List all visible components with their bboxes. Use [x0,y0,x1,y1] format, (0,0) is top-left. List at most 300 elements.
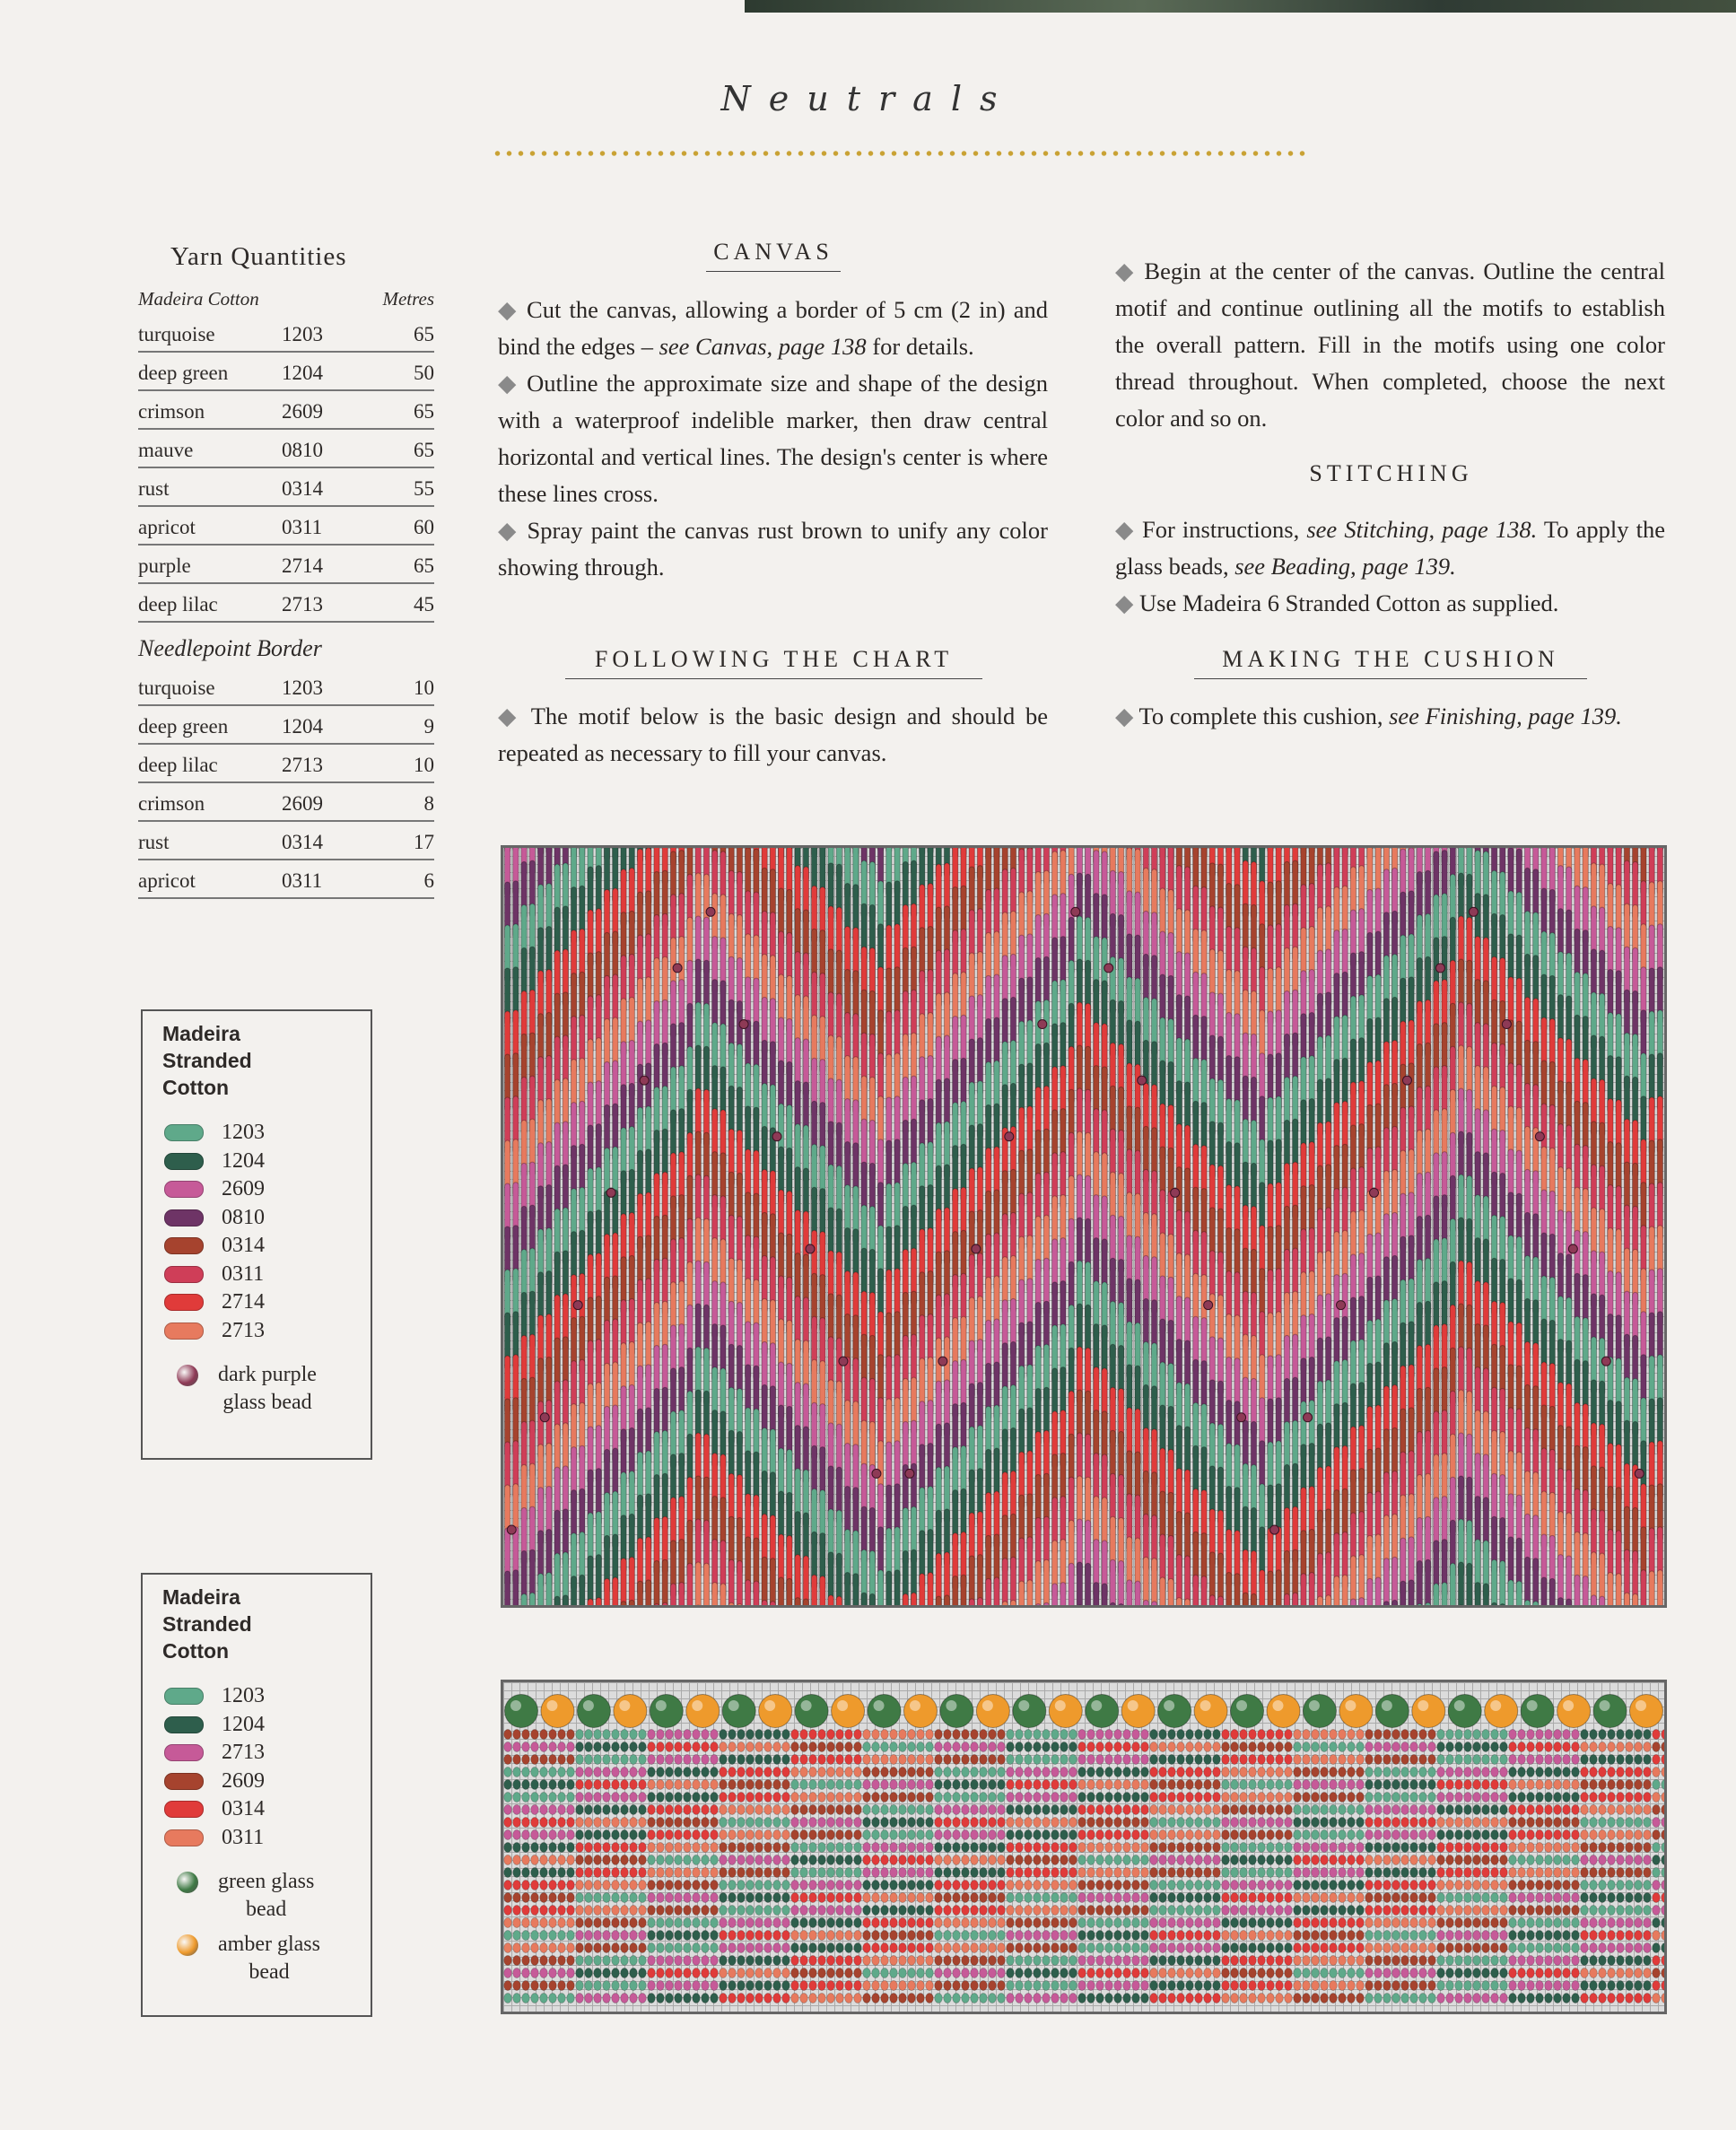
border-stitch [1482,1768,1490,1777]
border-stitch [1321,1730,1329,1740]
border-stitch [1563,1818,1571,1828]
border-stitch [1653,1780,1661,1790]
stitch [1400,1581,1406,1605]
stitch [1342,1575,1348,1605]
stitch [779,1577,784,1605]
border-stitch [1482,1780,1490,1790]
border-stitch [1518,1780,1526,1790]
border-stitch [1096,1843,1104,1853]
heading-making-cushion: MAKING THE CUSHION [1194,646,1587,679]
border-stitch [1141,1730,1149,1740]
border-stitch [639,1843,647,1853]
border-stitch [567,1818,575,1828]
border-stitch [1034,1843,1042,1853]
border-stitch [800,1843,808,1853]
border-stitch [1051,1818,1060,1828]
border-stitch [1348,1780,1356,1790]
border-stitch [1357,1818,1365,1828]
border-stitch [800,1742,808,1752]
border-stitch [791,1742,799,1752]
border-stitch [1518,1742,1526,1752]
stitch [1102,1584,1107,1605]
yarn-row [138,353,434,391]
border-stitch [782,1742,790,1752]
border-stitch [648,1730,656,1740]
border-stitch [1159,1742,1167,1752]
border-stitch [585,1818,593,1828]
border-stitch [1554,1830,1562,1840]
border-stitch [1572,1730,1580,1740]
border-stitch [962,1768,970,1777]
border-stitch [657,1843,665,1853]
border-stitch [1419,1830,1427,1840]
border-stitch [1608,1768,1616,1777]
glass-bead [806,1244,815,1253]
border-stitch [1096,1730,1104,1740]
border-stitch [1069,1730,1077,1740]
stitch [1151,1602,1156,1605]
border-stitch [648,1818,656,1828]
border-stitch [1114,1805,1122,1815]
stitch [1135,1581,1140,1605]
border-stitch [1383,1793,1391,1803]
border-stitch [585,1843,593,1853]
border-stitch [1482,1793,1490,1803]
border-stitch [648,1843,656,1853]
border-stitch [1473,1830,1481,1840]
border-stitch [773,1742,781,1752]
border-stitch [693,1780,701,1790]
legend-item [164,1317,371,1346]
border-stitch [1132,1818,1140,1828]
border-stitch [1455,1830,1463,1840]
border-stitch [666,1755,674,1765]
border-stitch [1177,1742,1185,1752]
border-stitch [1330,1805,1338,1815]
border-stitch [1016,1780,1024,1790]
border-stitch [836,1755,844,1765]
border-stitch [1437,1830,1445,1840]
thread-code: 0311 [222,1261,265,1286]
border-stitch [782,1830,790,1840]
border-stitch [1078,1830,1086,1840]
stitch [1425,1559,1430,1605]
border-stitch [746,1843,755,1853]
border-stitch [1473,1755,1481,1765]
border-stitch [1446,1805,1454,1815]
border-stitch [1060,1843,1069,1853]
border-stitch [854,1755,862,1765]
border-stitch [666,1843,674,1853]
border-stitch [998,1793,1006,1803]
border-stitch [1312,1742,1320,1752]
border-stitch [621,1742,629,1752]
stitch [1350,1556,1356,1605]
stitch [728,1602,734,1605]
border-stitch [1635,1768,1643,1777]
border-stitch [1204,1742,1212,1752]
border-stitch [953,1742,961,1752]
border-stitch [1491,1755,1499,1765]
border-stitch [1114,1843,1122,1853]
border-stitch [926,1768,934,1777]
border-stitch [1428,1843,1436,1853]
border-stitch [603,1742,611,1752]
border-stitch [1410,1742,1418,1752]
border-stitch [818,1755,826,1765]
chart-text [498,698,1048,772]
border-stitch [809,1730,817,1740]
border-stitch [558,1780,566,1790]
border-stitch [989,1843,997,1853]
border-stitch [845,1755,853,1765]
border-stitch [755,1768,763,1777]
border-stitch [1357,1805,1365,1815]
border-stitch [576,1755,584,1765]
border-stitch [791,1805,799,1815]
border-stitch [845,1742,853,1752]
border-stitch [1563,1780,1571,1790]
border-stitch [1662,1768,1664,1777]
border-stitch [1500,1730,1508,1740]
border-stitch [1383,1818,1391,1828]
border-stitch [585,1830,593,1840]
stitch [1209,1595,1215,1605]
border-stitch [1060,1793,1069,1803]
border-stitch [1563,1755,1571,1765]
stitch [836,1596,842,1605]
border-stitch [746,1755,755,1765]
border-stitch [1034,1818,1042,1828]
border-stitch [585,1805,593,1815]
border-stitch [1016,1818,1024,1828]
border-stitch [1357,1768,1365,1777]
border-stitch [1123,1818,1131,1828]
border-stitch [827,1755,835,1765]
border-stitch [1626,1755,1634,1765]
border-stitch [755,1742,763,1752]
border-stitch [1267,1755,1275,1765]
stitch [712,1583,718,1605]
border-stitch [684,1755,692,1765]
border-stitch [1114,1830,1122,1840]
right-p1: ◆ Begin at the center of the canvas. Outline the central motif and continue outlining all the motifs to establish the overall pattern. Fill in the motifs using one color thread throughout. When completed, choose the next color and so on. [1115,258,1665,432]
bargello-chart-svg [503,848,1664,1605]
border-stitch [1446,1843,1454,1853]
border-stitch [1392,1843,1400,1853]
thread-swatch [164,1688,204,1705]
border-stitch [971,1768,979,1777]
border-stitch [1087,1780,1095,1790]
border-stitch [1635,1805,1643,1815]
stitch [1641,1570,1646,1605]
border-stitch [1177,1793,1185,1803]
border-stitch [1213,1818,1221,1828]
glass-bead [1138,1076,1147,1085]
border-stitch [1500,1830,1508,1840]
border-stitch [513,1793,521,1803]
border-stitch [764,1755,772,1765]
border-stitch [567,1843,575,1853]
border-stitch [1446,1742,1454,1752]
border-stitch [1500,1793,1508,1803]
border-stitch [621,1755,629,1765]
border-stitch [827,1830,835,1840]
border-stitch [917,1755,925,1765]
border-stitch [1653,1805,1661,1815]
border-stitch [684,1843,692,1853]
border-stitch [782,1755,790,1765]
border-stitch [836,1780,844,1790]
stitch [1367,1578,1373,1605]
border-stitch [1231,1805,1239,1815]
border-stitch [1365,1843,1374,1853]
border-stitch [1446,1730,1454,1740]
border-stitch [899,1780,907,1790]
border-stitch [1617,1755,1625,1765]
border-stitch [1078,1818,1086,1828]
thread-code: 0314 [222,1797,265,1821]
border-stitch [702,1742,710,1752]
border-stitch [818,1793,826,1803]
border-stitch [1249,1793,1257,1803]
border-stitch [630,1830,638,1840]
border-stitch [1419,1780,1427,1790]
border-stitch [935,1818,943,1828]
border-stitch [630,1742,638,1752]
border-stitch [1374,1755,1383,1765]
border-stitch [1572,1780,1580,1790]
border-stitch [971,1843,979,1853]
border-stitch [513,1780,521,1790]
border-stitch [1276,1793,1284,1803]
stitch [505,1571,510,1605]
stitch [762,1557,767,1605]
border-stitch [1069,1818,1077,1828]
border-stitch [737,1742,746,1752]
border-stitch [1141,1742,1149,1752]
border-stitch [980,1793,988,1803]
border-stitch [764,1742,772,1752]
border-stitch [1419,1755,1427,1765]
border-stitch [1213,1780,1221,1790]
border-stitch [1168,1742,1176,1752]
border-stitch [1204,1755,1212,1765]
border-stitch [1401,1755,1409,1765]
yarn-name: turquoise [138,323,215,345]
stitch [795,1598,800,1605]
border-stitch [549,1780,557,1790]
border-stitch [845,1780,853,1790]
border-stitch [504,1793,512,1803]
border-stitch [1590,1793,1598,1803]
stitch [1301,1574,1306,1605]
border-stitch [1321,1843,1329,1853]
border-stitch [720,1768,728,1777]
border-stitch [755,1818,763,1828]
border-stitch [1132,1805,1140,1815]
yarn-name: mauve [138,439,194,461]
border-stitch [1051,1830,1060,1840]
border-stitch [1312,1830,1320,1840]
border-stitch [675,1843,683,1853]
yarn-row [138,314,434,353]
legend-item [164,1232,371,1261]
border-stitch [1662,1742,1664,1752]
border-stitch [1392,1805,1400,1815]
stitch [1533,1558,1539,1605]
border-stitch [728,1805,737,1815]
stitch [1417,1561,1422,1605]
border-stitch [728,1755,737,1765]
border-stitch [630,1818,638,1828]
border-stitch [1267,1730,1275,1740]
stitch [977,1598,982,1605]
border-stitch [764,1830,772,1840]
stitch [1575,1575,1580,1605]
yarn-name: crimson [138,400,205,423]
border-stitch [746,1805,755,1815]
border-stitch [890,1755,898,1765]
border-stitch [1276,1768,1284,1777]
stitch [953,1576,958,1605]
border-stitch [764,1818,772,1828]
border-stitch [603,1843,611,1853]
stitch [1334,1576,1339,1605]
border-stitch [1294,1818,1302,1828]
border-stitch [773,1793,781,1803]
yarn-name: rust [138,831,170,853]
border-stitch [755,1755,763,1765]
border-stitch [639,1755,647,1765]
border-stitch [702,1768,710,1777]
border-stitch [675,1768,683,1777]
border-stitch [818,1843,826,1853]
border-stitch [1617,1730,1625,1740]
border-stitch [863,1818,871,1828]
stitch [1043,1559,1049,1605]
glass-bead [1337,1301,1346,1310]
border-stitch [1635,1830,1643,1840]
glass-bead [1601,1357,1610,1366]
border-stitch [558,1742,566,1752]
border-stitch [1419,1742,1427,1752]
thread-swatch [164,1153,204,1170]
border-stitch [522,1830,530,1840]
border-stitch [1581,1793,1589,1803]
border-stitch [1186,1830,1194,1840]
canvas-p2: ◆ Outline the approximate size and shape of the design with a waterproof indelible marker, then draw central horizontal and vertical lines. The design's center is where these lines cross. [498,370,1048,507]
yarn-name: turquoise [138,677,215,699]
border-stitch [1527,1830,1535,1840]
border-stitch [1025,1742,1033,1752]
border-stitch [1159,1755,1167,1765]
border-stitch [1222,1793,1230,1803]
border-stitch [666,1793,674,1803]
border-stitch [1608,1793,1616,1803]
border-stitch [737,1755,746,1765]
border-stitch [630,1755,638,1765]
border-stitch [1034,1755,1042,1765]
border-stitch [1572,1768,1580,1777]
border-stitch [1464,1730,1472,1740]
bead-label: green glass bead [218,1870,315,1921]
border-stitch [1392,1755,1400,1765]
border-stitch [1051,1805,1060,1815]
yarn-metres: 10 [414,754,434,776]
border-stitch [1312,1843,1320,1853]
border-stitch [1617,1818,1625,1828]
border-stitch [1357,1793,1365,1803]
border-stitch [1051,1780,1060,1790]
border-stitch [567,1742,575,1752]
border-stitch [953,1755,961,1765]
top-photo-strip [745,0,1736,13]
stitch [1508,1580,1514,1605]
border-stitch [1401,1793,1409,1803]
border-stitch [675,1818,683,1828]
border-stitch [1177,1818,1185,1828]
border-stitch [1599,1755,1607,1765]
yarn-code: 1203 [282,677,323,699]
legend-title-line: Cotton [162,1076,230,1099]
glass-bead [1171,1188,1180,1197]
border-stitch [1428,1768,1436,1777]
border-stitch [764,1768,772,1777]
border-stitch [576,1780,584,1790]
stitch [877,1570,883,1605]
yarn-code: 1204 [282,362,323,384]
border-stitch [998,1780,1006,1790]
border-stitch [926,1830,934,1840]
border-stitch [702,1793,710,1803]
border-stitch [800,1818,808,1828]
border-stitch [522,1755,530,1765]
border-stitch [989,1755,997,1765]
stitch [1383,1602,1389,1605]
border-stitch [1374,1830,1383,1840]
border-stitch [540,1830,548,1840]
border-stitch [845,1768,853,1777]
border-stitch [1213,1730,1221,1740]
border-stitch [1159,1730,1167,1740]
legend-item [164,1175,371,1204]
border-stitch [1096,1805,1104,1815]
border-stitch [1482,1805,1490,1815]
border-stitch [684,1730,692,1740]
border-stitch [1374,1780,1383,1790]
border-stitch [1096,1742,1104,1752]
border-stitch [1213,1755,1221,1765]
yarn-metres: 65 [414,400,434,423]
stitch [1633,1593,1638,1605]
border-stitch [917,1793,925,1803]
border-stitch [809,1768,817,1777]
border-stitch [1383,1830,1391,1840]
border-stitch [549,1818,557,1828]
border-stitch [1150,1805,1158,1815]
glass-bead [1071,907,1080,916]
border-stitch [1536,1742,1544,1752]
stitch [654,1561,659,1605]
border-stitch [1177,1768,1185,1777]
border-stitch [1518,1755,1526,1765]
stitch [1118,1561,1123,1605]
glass-bead [739,1020,748,1029]
border-stitch [881,1843,889,1853]
border-stitch [576,1818,584,1828]
border-stitch [684,1818,692,1828]
